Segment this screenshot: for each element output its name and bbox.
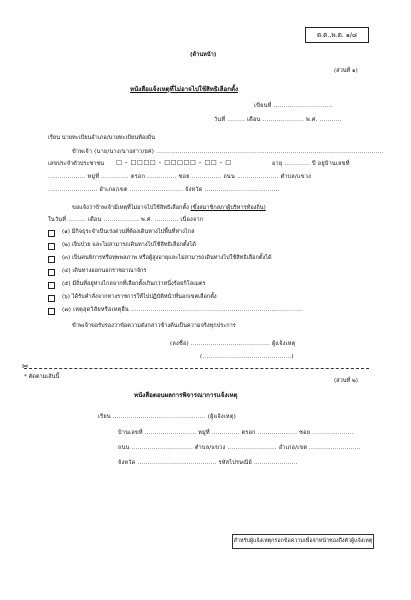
part1-label: (ส่วนที่ ๑) <box>334 68 358 74</box>
id-number-boxes[interactable]: ☐ - ☐☐☐☐ - ☐☐☐☐☐ - ☐☐ - ☐ <box>116 159 232 167</box>
address-field-1[interactable]: ................... หมู่ที่ .............. ตรอก ............... ซอย ............... ถนน ..................... ตำบล/แขวง <box>48 174 312 180</box>
reason-1-checkbox[interactable] <box>48 230 55 237</box>
written-at-field[interactable]: เขียนที่ .............................. <box>254 103 333 109</box>
signature-name-field[interactable]: (.............................................) <box>200 354 294 360</box>
cut-line <box>24 368 369 369</box>
name-field[interactable]: ข้าพเจ้า (นาย/นาง/นางสาว/ยศ) ................................................................................................................... <box>72 149 384 155</box>
part2-label: (ส่วนที่ ๒) <box>334 378 358 384</box>
election-date-field[interactable]: ในวันที่ ......... เดือน .................. พ.ศ. ............ เนื่องจาก <box>48 217 204 223</box>
reason-5-label: (๕) มีถิ่นที่อยู่ห่างไกลจากที่เลือกตั้งเกินกว่าหนึ่งร้อยกิโลเมตร <box>62 281 206 287</box>
addressee-notice: สำหรับผู้แจ้งเหตุกรอกข้อความเพื่อจ่าหน้าซองถึงตัวผู้แจ้งเหตุ <box>232 534 374 549</box>
id-digit-group-5[interactable]: ☐ <box>225 159 232 167</box>
reason-7-checkbox[interactable] <box>48 308 55 315</box>
salutation: เรียน นายทะเบียนอำเภอ/นายทะเบียนท้องถิ่น <box>48 135 156 141</box>
reason-3-checkbox[interactable] <box>48 256 55 263</box>
reason-4-label: (๔) เดินทางออกนอกราชอาณาจักร <box>62 268 147 274</box>
reply-to-field[interactable]: เรียน ............................................... (ผู้แจ้งเหตุ) <box>98 414 237 420</box>
reply-address-field-1[interactable]: บ้านเลขที่ .......................... หมู่ที่ .............. ตรอก .................... ซอย ..................... <box>118 430 354 436</box>
reason-6-checkbox[interactable] <box>48 295 55 302</box>
id-digit-group-3[interactable]: ☐☐☐☐☐ <box>164 159 197 167</box>
age-field[interactable]: อายุ ............. ปี อยู่บ้านเลขที่ <box>272 161 350 167</box>
scissors-icon: ✂ <box>22 362 29 371</box>
reply-address-field-3[interactable]: จังหวัด ........................................ รหัสไปรษณีย์ ...................... <box>118 460 298 466</box>
cut-note: * ตัดตามเส้นนี้ <box>24 374 60 380</box>
certify-statement: ข้าพเจ้าขอรับรองว่าข้อความดังกล่าวข้างต้นเป็นความจริงทุกประการ <box>72 323 236 329</box>
part2-title: หนังสือตอบผลการพิจารณาการแจ้งเหตุ <box>134 392 238 399</box>
part1-title: หนังสือแจ้งเหตุที่ไม่อาจไปใช้สิทธิเลือกตั้ง <box>130 86 239 93</box>
address-field-2[interactable]: ......................... อำเภอ/เขต ........................... จังหวัด ...................................... <box>48 187 280 193</box>
reason-7-label[interactable]: (๗) เหตุสุดวิสัยหรือเหตุอื่น ....................................................................................... <box>62 307 303 313</box>
notify-highlight: (ซึ่งสมาชิกสภาผู้บริหารท้องถิ่น) <box>190 205 266 211</box>
id-digit-group-4[interactable]: ☐☐ <box>204 159 218 167</box>
front-label: (ด้านหน้า) <box>190 52 217 58</box>
date-field[interactable]: วันที่ ......... เดือน ..................... พ.ศ. ........... <box>214 117 342 123</box>
notify-text: ขอแจ้งว่าข้าพเจ้ามีเหตุที่ไม่อาจไปใช้สิทธิเลือกตั้ง <box>72 205 189 211</box>
reason-5-checkbox[interactable] <box>48 282 55 289</box>
reason-4-checkbox[interactable] <box>48 269 55 276</box>
reason-1-label: (๑) มีกิจธุระจำเป็นเร่งด่วนที่ต้องเดินทางไปพื้นที่ห่างไกล <box>62 229 195 235</box>
reply-address-field-2[interactable]: ถนน ............................... ตำบล/แขวง ......................... อำเภอ/เขต .......................... <box>118 445 361 451</box>
id-digit-group-2[interactable]: ☐☐☐☐ <box>130 159 157 167</box>
notify-statement <box>72 205 266 212</box>
reason-3-label: (๓) เป็นคนพิการหรือทุพพลภาพ หรือผู้สูงอายุและไม่สามารถเดินทางไปใช้สิทธิเลือกตั้งได้ <box>62 255 272 261</box>
id-label: เลขประจำตัวประชาชน <box>48 161 105 167</box>
id-digit-group-1[interactable]: ☐ <box>116 159 123 167</box>
signature-field[interactable]: (ลงชื่อ) ........................................ ผู้แจ้งเหตุ <box>170 341 296 347</box>
reason-2-label: (๒) เจ็บป่วย และไม่สามารถเดินทางไปใช้สิทธิเลือกตั้งได้ <box>62 242 196 248</box>
reason-2-checkbox[interactable] <box>48 243 55 250</box>
form-code: ต.ต.,พ.ต. ๑/๘ <box>305 27 369 43</box>
reason-6-label: (๖) ได้รับคำสั่งจากทางราชการให้ไปปฏิบัติหน้าที่นอกเขตเลือกตั้ง <box>62 294 217 300</box>
